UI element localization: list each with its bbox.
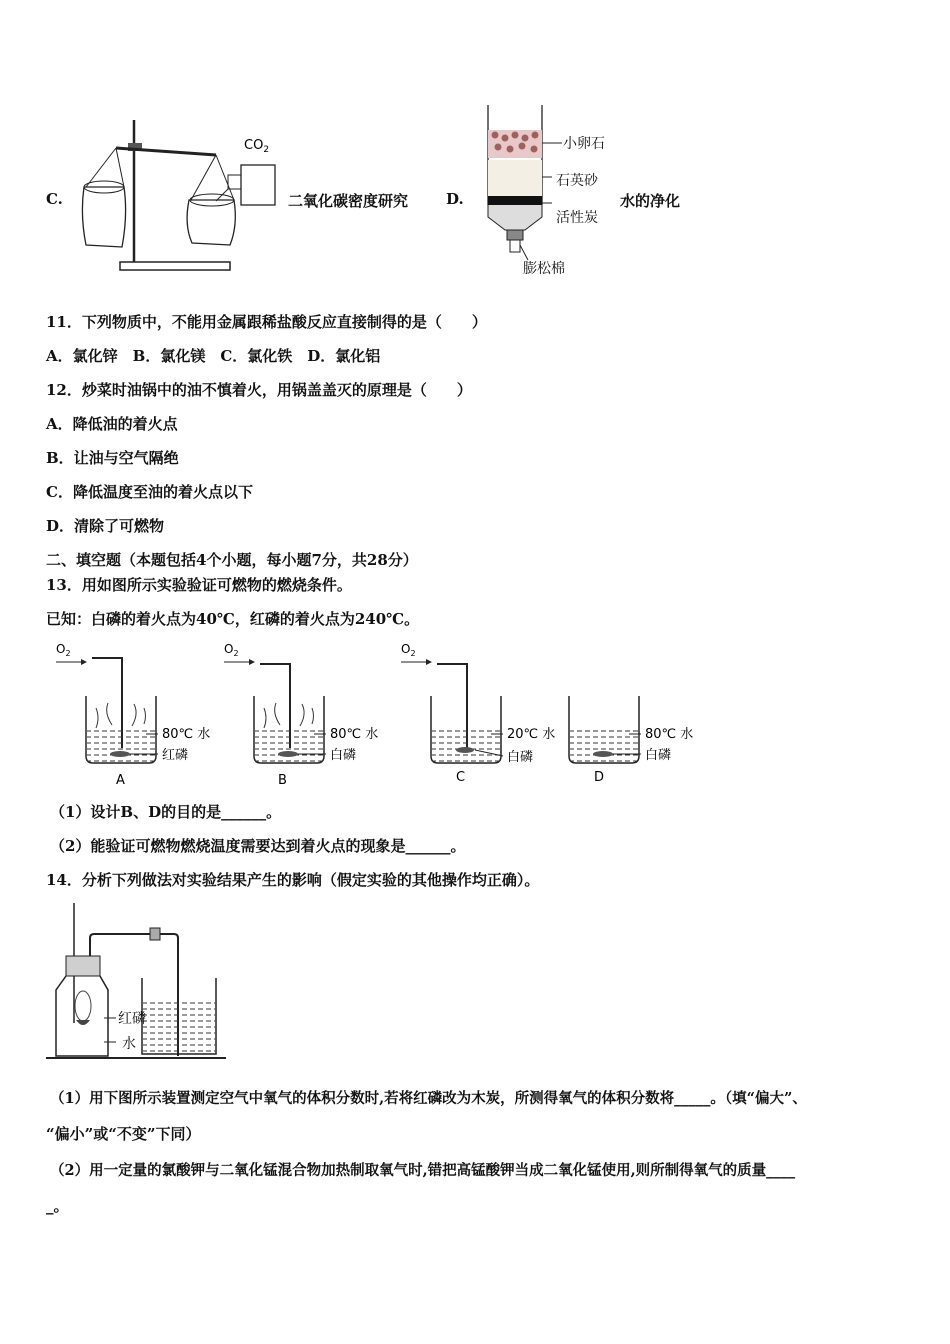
svg-text:20℃ 水: 20℃ 水 [507,727,556,742]
q12-option-b: B．让油与空气隔绝 [46,449,179,467]
q12-option-a: A．降低油的着火点 [46,415,178,433]
q14-part2-line2: _。 [46,1197,69,1215]
svg-text:C: C [456,770,466,785]
option-d-caption: 水的净化 [620,192,681,210]
co2-density-apparatus [76,115,276,275]
label-pebbles: 小卵石 [563,136,605,152]
label-activated-carbon: 活性炭 [556,210,598,226]
svg-text:A: A [116,773,125,788]
section-2-heading: 二、填空题（本题包括4个小题，每小题7分，共28分） [46,551,418,569]
beaker-a [56,642,210,788]
label-quartz-sand: 石英砂 [556,173,598,189]
combustion-beakers-figure [46,638,726,788]
svg-text:80℃ 水: 80℃ 水 [645,727,694,742]
svg-text:O2: $O_2$ [224,642,239,658]
q11-options: A．氯化锌 B．氯化镁 C．氯化铁 D．氯化铝 [46,347,381,365]
beaker-d [569,696,693,785]
q12-option-d: D．清除了可燃物 [46,517,165,535]
beaker-c [401,642,555,785]
option-c-letter: C. [46,190,63,208]
svg-text:80℃ 水: 80℃ 水 [330,727,379,742]
svg-text:白磷: 白磷 [507,750,534,765]
q13-part2: （2）能验证可燃物燃烧温度需要达到着火点的现象是______。 [50,837,466,855]
q13-stem: 13．用如图所示实验验证可燃物的燃烧条件。 [46,576,352,594]
q14-part1-line1: （1）用下图所示装置测定空气中氧气的体积分数时,若将红磷改为木炭，所测得氧气的体积分数将_____。（填“偏大”、 [50,1090,807,1107]
q12-option-c: C．降低温度至油的着火点以下 [46,483,253,501]
svg-text:D: D [594,770,605,785]
q14-stem: 14．分析下列做法对实验结果产生的影响（假定实验的其他操作均正确）。 [46,871,540,889]
q13-part1: （1）设计B、D的目的是______。 [50,803,282,821]
svg-text:B: B [278,773,287,788]
svg-text:80℃ 水: 80℃ 水 [162,727,211,742]
water-purifier-apparatus [480,105,610,280]
q14-part2-line1: （2）用一定量的氯酸钾与二氧化锰混合物加热制取氧气时,错把高锰酸钾当成二氧化锰使用,则所制得氧气的质量____ [50,1162,796,1179]
svg-text:红磷: 红磷 [162,748,189,763]
beaker-b [224,642,378,788]
option-d-letter: D. [446,190,464,208]
svg-text:O2: $O_2$ [401,642,416,658]
label-cotton: 膨松棉 [523,261,565,277]
svg-text:白磷: 白磷 [330,748,357,763]
oxygen-volume-apparatus [46,898,236,1063]
co2-label: $CO_2$ [244,138,270,155]
q14-part1-line2: “偏小”或“不变”下同） [46,1125,201,1143]
svg-text:白磷: 白磷 [645,748,672,763]
label-water: 水 [122,1036,136,1052]
label-red-phosphorus: 红磷 [118,1011,146,1027]
q12-stem: 12．炒菜时油锅中的油不慎着火，用锅盖盖灭的原理是（ ） [46,381,472,399]
q11-stem: 11．下列物质中，不能用金属跟稀盐酸反应直接制得的是（ ） [46,313,487,331]
option-c-caption: 二氧化碳密度研究 [288,192,409,210]
svg-text:O2: $O_2$ [56,642,71,658]
q13-known: 已知：白磷的着火点为40℃，红磷的着火点为240℃。 [46,610,420,628]
